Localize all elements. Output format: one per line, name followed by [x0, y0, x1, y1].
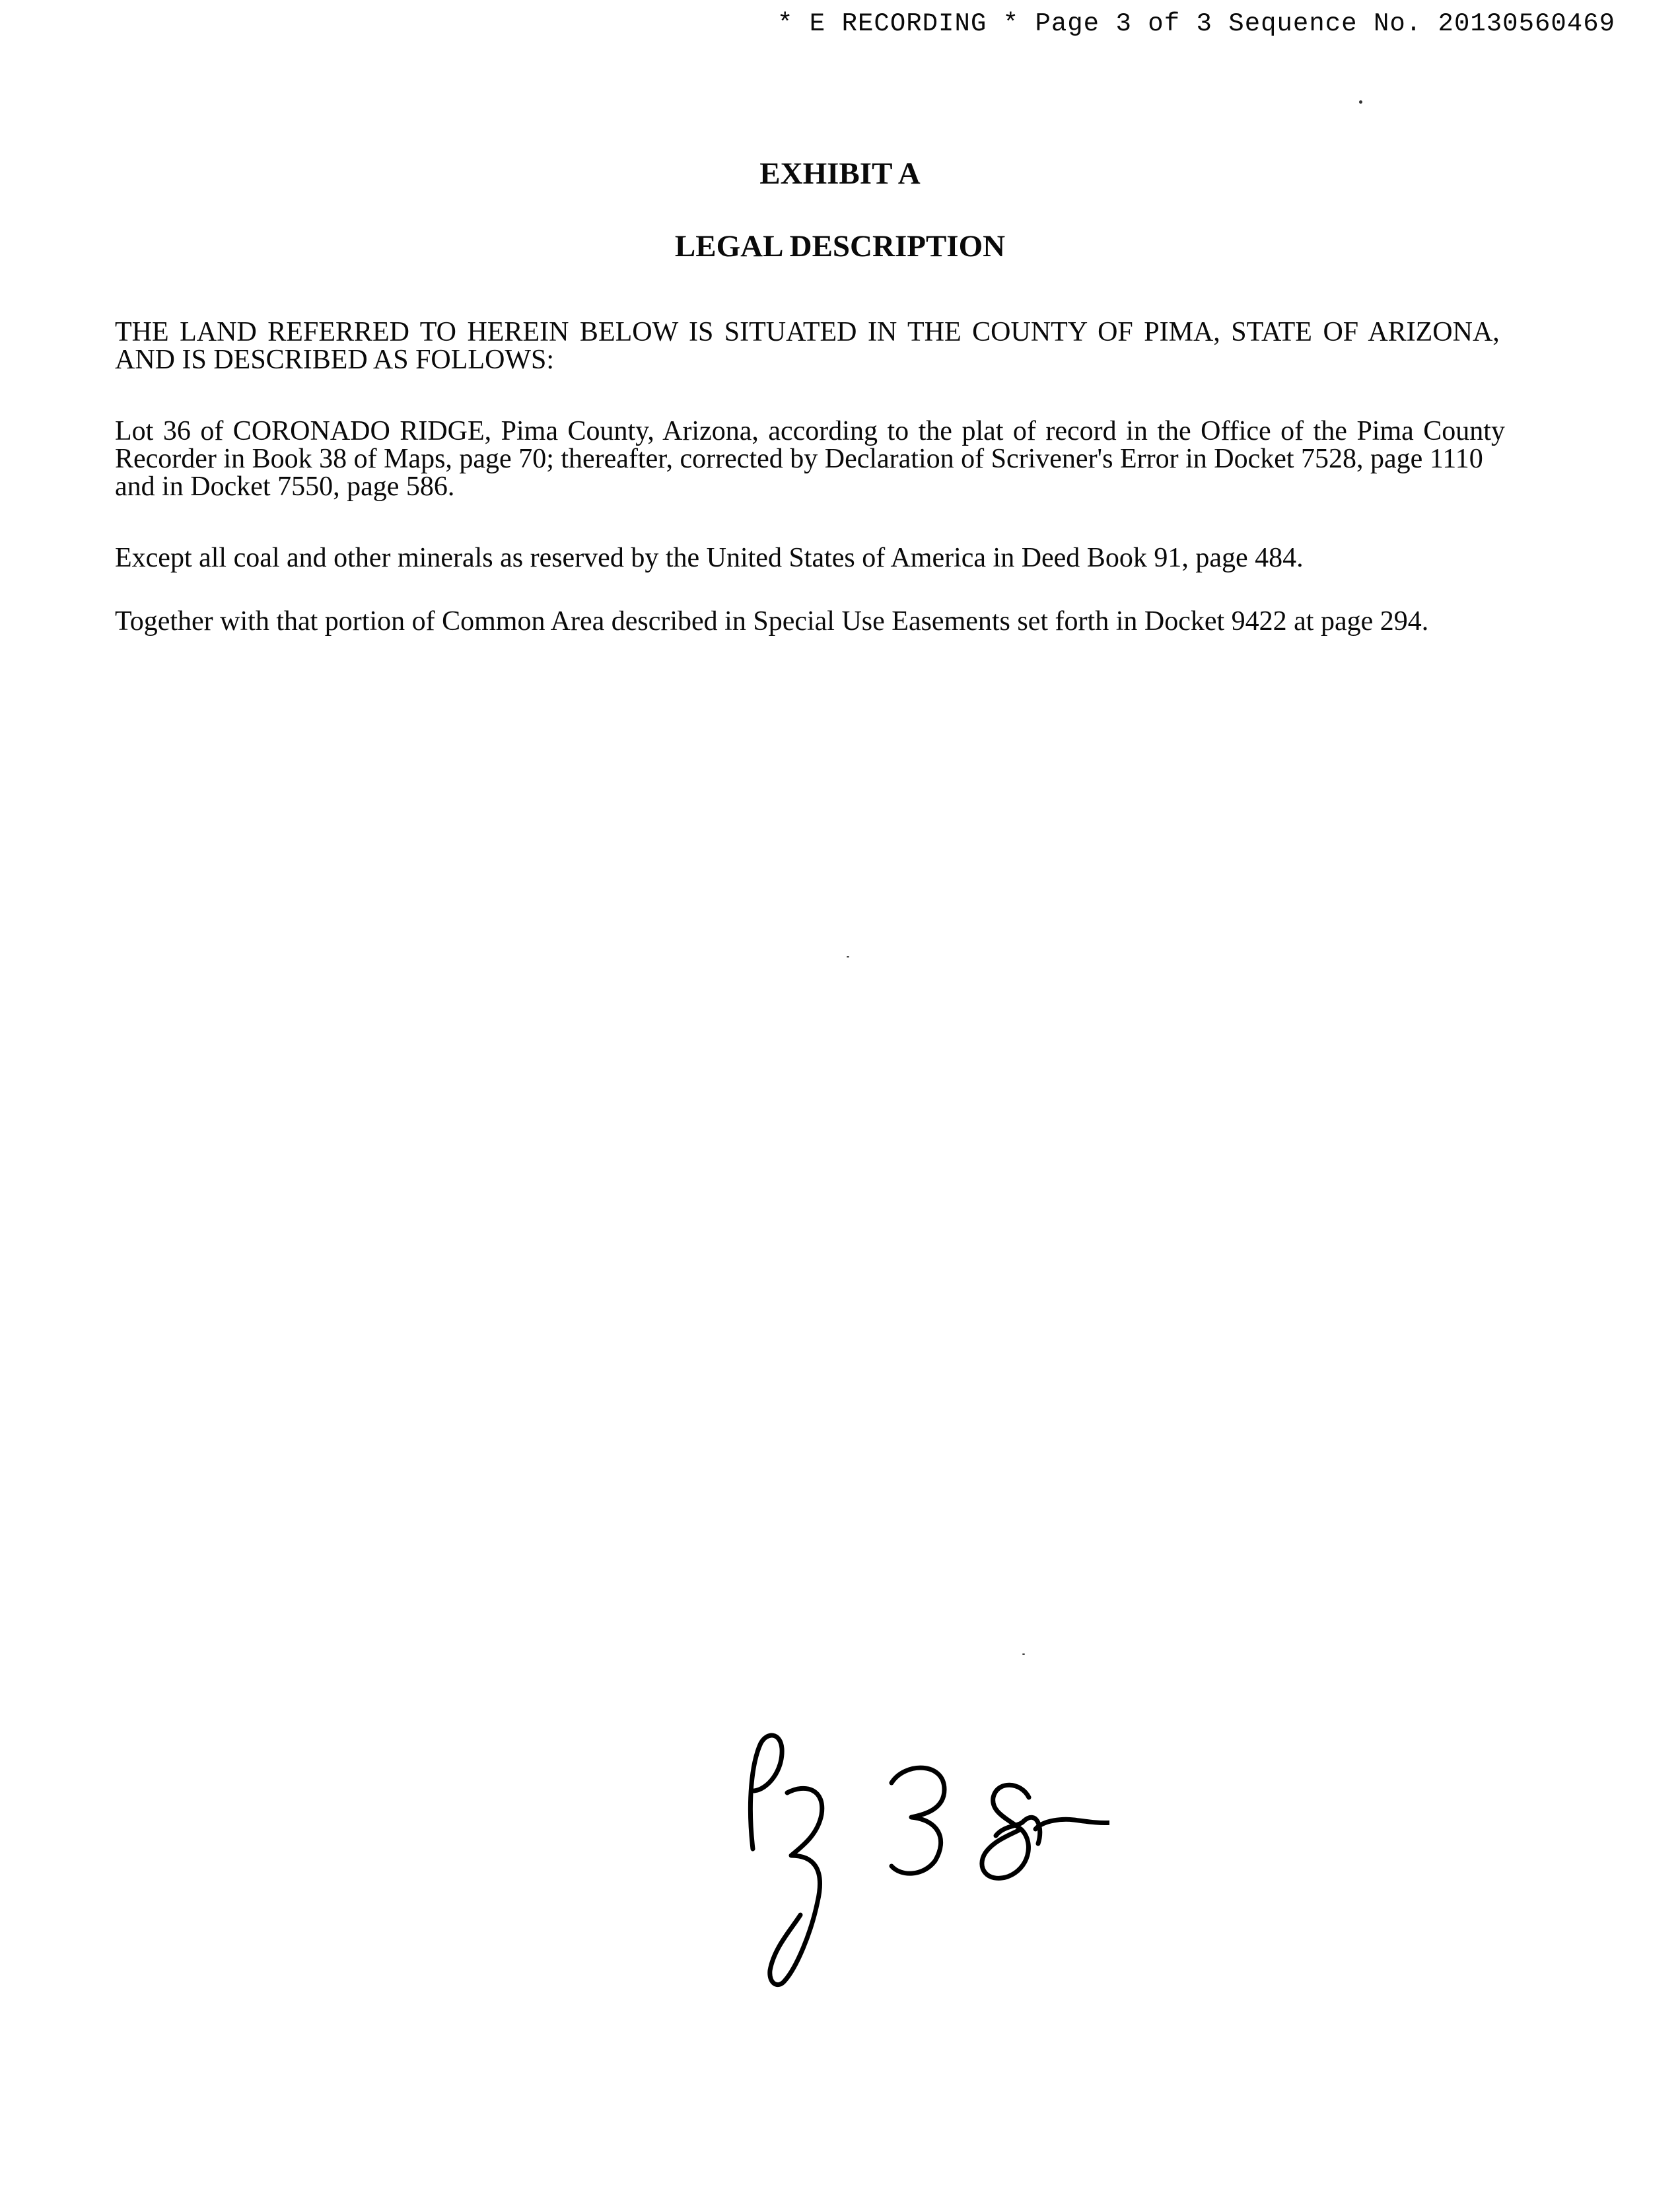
- lot-line: Recorder in Book 38 of Maps, page 70; thereafter, corrected by Declaration of Scrivener's Error in Docket 7528, page 1110: [115, 444, 1483, 474]
- together-line: Together with that portion of Common Area described in Special Use Easements set forth in Docket 9422 at page 294.: [115, 606, 1429, 637]
- exception-line: Except all coal and other minerals as reserved by the United States of America in Deed Book 91, page 484.: [115, 543, 1304, 573]
- lot-paragraph: [115, 417, 1568, 501]
- handwritten-page-note: [713, 1690, 1109, 1994]
- lot-line: and in Docket 7550, page 586.: [115, 471, 455, 502]
- recording-header: * E RECORDING * Page 3 of 3 Sequence No. 20130560469: [777, 9, 1615, 38]
- exhibit-subtitle: LEGAL DESCRIPTION: [674, 229, 1006, 263]
- exhibit-title: EXHIBIT A: [759, 156, 921, 191]
- lot-line: Lot 36 of CORONADO RIDGE, Pima County, Arizona, according to the plat of record in the Office of the Pima County: [115, 416, 1505, 446]
- exception-paragraph: [115, 544, 1568, 572]
- intro-line: THE LAND REFERRED TO HEREIN BELOW IS SITUATED IN THE COUNTY OF PIMA, STATE OF ARIZONA,: [115, 317, 1500, 347]
- scan-speck: [1359, 100, 1362, 104]
- intro-paragraph: [115, 318, 1581, 374]
- scan-speck: [847, 956, 849, 957]
- intro-line: AND IS DESCRIBED AS FOLLOWS:: [115, 345, 555, 375]
- scan-speck: [1022, 1653, 1025, 1655]
- together-paragraph: [115, 608, 1568, 635]
